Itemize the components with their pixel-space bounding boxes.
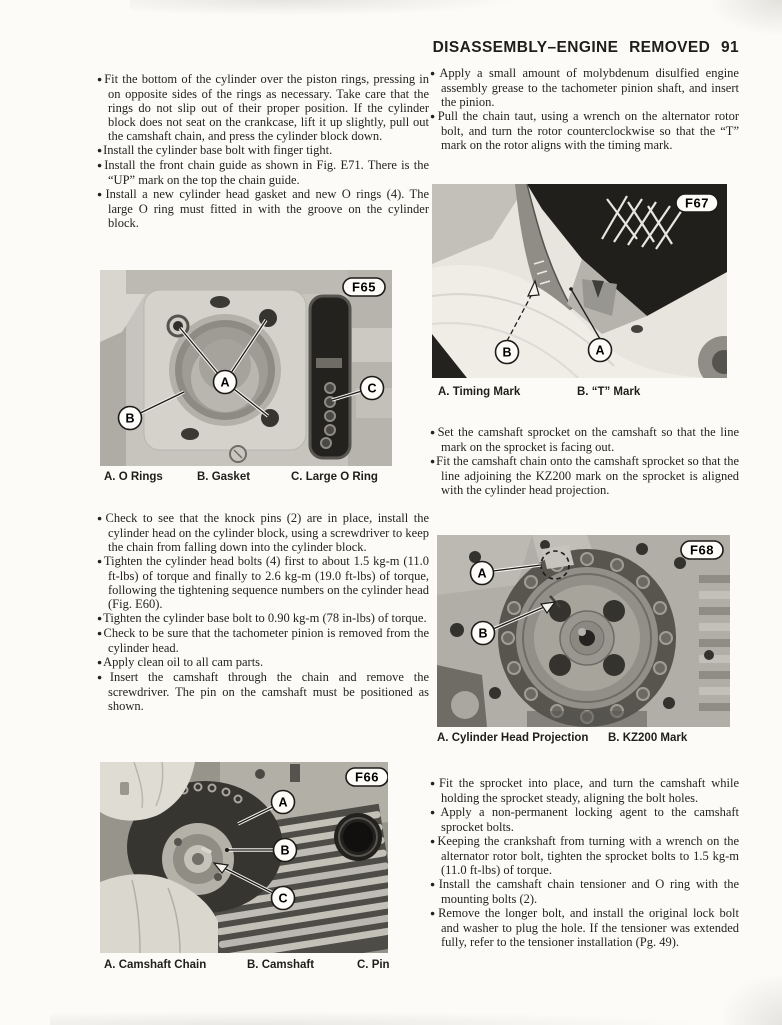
f66-illustration (100, 762, 388, 953)
f65-caption-a: A. O Rings (104, 471, 163, 483)
svg-text:B: B (502, 345, 512, 360)
bullet-item: ● Fit the sprocket into place, and turn the camshaft while holding the sprocket steady, aligning the bolt holes. (430, 776, 739, 805)
svg-text:C: C (367, 381, 377, 396)
left-bullets-top (97, 72, 429, 230)
scan-smudge-topright (712, 0, 782, 34)
f67-caption-a: A. Timing Mark (438, 386, 521, 398)
bullet-item: ● Tighten the cylinder base bolt to 0.90 kg-m (78 in-lbs) of torque. (97, 611, 429, 626)
f66-caption-b: B. Camshaft (247, 959, 315, 971)
figure-f68-photo (437, 535, 730, 727)
page-title: DISASSEMBLY–ENGINE REMOVED 91 (432, 39, 739, 56)
callout-b (472, 622, 495, 645)
f67-illustration (432, 184, 727, 378)
bullet-item: ● Apply clean oil to all cam parts. (97, 655, 429, 670)
f68-caption-b: B. KZ200 Mark (608, 732, 688, 744)
svg-text:B: B (478, 626, 488, 641)
scan-smudge-bottom (50, 1011, 710, 1025)
f66-caption-a: A. Camshaft Chain (104, 959, 207, 971)
callout-c (272, 887, 295, 910)
bullet-item: ● Install a new cylinder head gasket and new O rings (4). The large O ring must fitted in with the groove on the cylinder block. (97, 187, 429, 230)
bullet-item: ● Check to be sure that the tachometer pinion is removed from the cylinder head. (97, 626, 429, 655)
f65-caption-b: B. Gasket (197, 471, 251, 483)
f68-caption-a: A. Cylinder Head Projection (437, 732, 589, 744)
svg-text:F68: F68 (690, 542, 714, 558)
callout-b (119, 407, 142, 430)
right-bullets-top (430, 66, 739, 152)
right-fins (699, 575, 730, 711)
svg-text:A: A (477, 566, 487, 581)
scan-smudge-top (130, 0, 520, 16)
svg-text:F66: F66 (355, 769, 379, 785)
svg-text:C: C (278, 891, 288, 906)
figure-f67-photo (432, 184, 727, 378)
svg-text:B: B (125, 411, 135, 426)
callout-a (272, 791, 295, 814)
bullet-item: ● Apply a small amount of molybdenum disulfied engine assembly grease to the tachometer pinion shaft, and insert the pinion. (430, 66, 739, 109)
svg-text:F67: F67 (685, 195, 709, 211)
bullet-item: ● Tighten the cylinder head bolts (4) first to about 1.5 kg-m (11.0 ft-lbs) of torque and finally to 2.6 kg-m (19.0 ft-lbs) of torque, following the tightening sequence numbers on the cylinder head (Fig. E60). (97, 554, 429, 611)
figure-tag-f68 (681, 541, 723, 559)
svg-text:B: B (280, 843, 290, 858)
scan-smudge-bottomright (722, 975, 782, 1025)
bullet-item: ● Install the camshaft chain tensioner and O ring with the mounting bolts (2). (430, 877, 739, 906)
right-bullets-bottom (430, 776, 739, 949)
callout-a (214, 371, 237, 394)
figure-tag-f67 (676, 194, 718, 212)
f65-caption-c: C. Large O Ring (291, 471, 378, 483)
f67-caption-b: B. “T” Mark (577, 386, 641, 398)
callout-b (496, 341, 519, 364)
bullet-item: ● Install the front chain guide as shown in Fig. E71. There is the “UP” mark on the top the chain guide. (97, 158, 429, 187)
right-bullets-mid (430, 425, 739, 497)
bullet-item: ● Set the camshaft sprocket on the camshaft so that the line mark on the sprocket is facing out. (430, 425, 739, 454)
bullet-item: ● Pull the chain taut, using a wrench on the alternator rotor bolt, and turn the rotor counterclockwise so that the “T” mark on the rotor aligns with the timing mark. (430, 109, 739, 152)
bullet-item: ● Install the cylinder base bolt with finger tight. (97, 143, 429, 158)
f68-illustration (437, 535, 730, 727)
svg-text:A: A (595, 343, 605, 358)
callout-a (589, 339, 612, 362)
bullet-item: ● Remove the longer bolt, and install the original lock bolt and washer to plug the hole. If the tensioner was extended fully, refer to the tensioner installation (Pg. 49). (430, 906, 739, 949)
bullet-item: ● Apply a non-permanent locking agent to the camshaft sprocket bolts. (430, 805, 739, 834)
figure-f66-photo (100, 762, 388, 953)
figure-f65-photo (100, 270, 392, 466)
f65-illustration (100, 270, 392, 466)
f66-caption-c: C. Pin (357, 959, 390, 971)
bullet-item: ● Fit the bottom of the cylinder over the piston rings, pressing in on opposite sides of the rings as necessary. Take care that the rings do not slip out of their proper position. If the cylinder block does not seat on the crankcase, lift it up slightly, pull out the camshaft chain, and press the cylinder block down. (97, 72, 429, 143)
figure-tag-f65 (343, 278, 385, 296)
callout-a (471, 562, 494, 585)
bullet-item: ● Insert the camshaft through the chain and remove the screwdriver. The pin on the camshaft must be positioned as shown. (97, 670, 429, 713)
bullet-item: ● Check to see that the knock pins (2) are in place, install the cylinder head on the cylinder block, using a screwdriver to keep the chain from falling down into the cylinder block. (97, 511, 429, 554)
bullet-item: ● Keeping the crankshaft from turning with a wrench on the alternator rotor bolt, tighten the sprocket bolts to 1.5 kg-m (11.0 ft-lbs) of torque. (430, 834, 739, 877)
svg-text:F65: F65 (352, 279, 376, 295)
left-bullets-mid (97, 511, 429, 713)
bullet-item: ● Fit the camshaft chain onto the camshaft sprocket so that the line adjoining the KZ200 mark on the sprocket is aligned with the cylinder head projection. (430, 454, 739, 497)
svg-text:A: A (220, 375, 230, 390)
svg-text:A: A (278, 795, 288, 810)
callout-c (361, 377, 384, 400)
figure-tag-f66 (346, 768, 388, 786)
callout-b (274, 839, 297, 862)
